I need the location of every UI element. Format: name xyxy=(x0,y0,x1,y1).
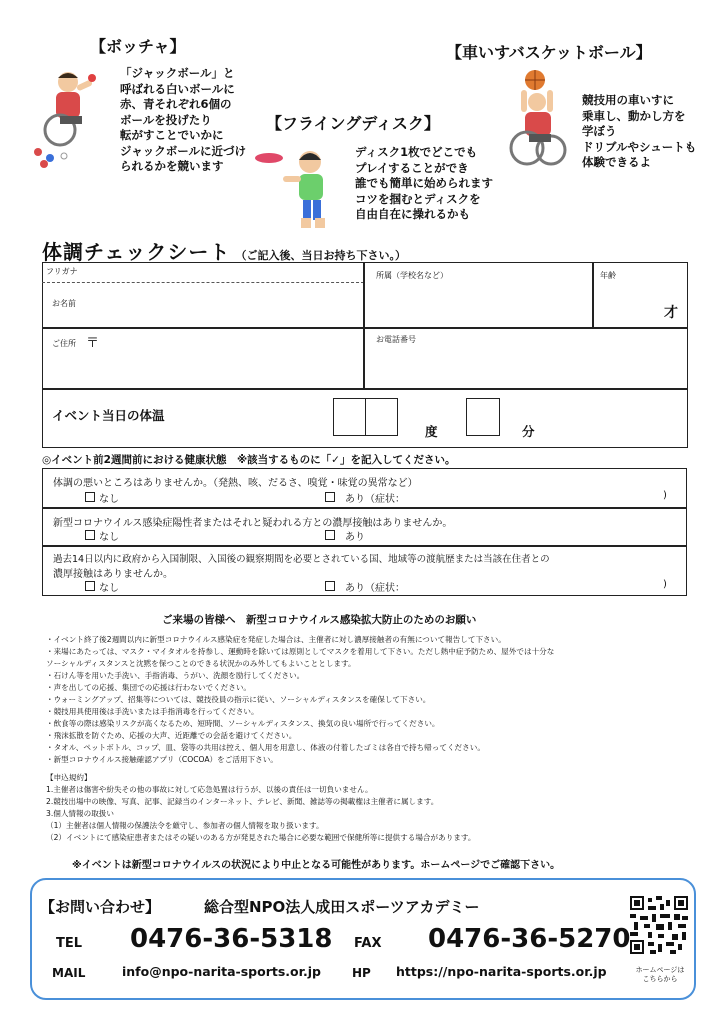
sheet-title: 体調チェックシート xyxy=(42,240,231,264)
option-none-label: なし xyxy=(99,583,119,594)
question-text: 新型コロナウイルス感染症陽性者またはそれと疑われる方との濃厚接触はありませんか。 xyxy=(53,518,453,529)
rules-item: （2）イベントにて感染症患者またはその疑いのある方が発見された場合に必要な範囲で保健所等に提供する場合があります。 xyxy=(46,833,476,842)
notice-item: ソーシャルディスタンスと沈黙を保つことのできる状況かのみ外してもよいこととします。 xyxy=(46,659,356,668)
checkbox-yes[interactable] xyxy=(325,492,335,502)
phone-field[interactable] xyxy=(366,348,684,384)
temperature-minute-unit: 分 xyxy=(522,424,535,439)
notice-title: ご来場の皆様へ 新型コロナウイルス感染拡大防止のためのお願い xyxy=(162,614,477,626)
flying-disc-player-illustration xyxy=(255,140,345,235)
temperature-degree-unit: 度 xyxy=(425,424,438,439)
qr-caption: ホームページは こちらから xyxy=(635,966,685,983)
website-url[interactable]: https://npo-narita-sports.or.jp xyxy=(396,964,607,979)
option-yes-label: あり（症状： xyxy=(345,494,405,505)
age-unit: 才 xyxy=(664,305,678,321)
question-text-continued: 濃厚接触はありませんか。 xyxy=(53,569,173,580)
rules-item: 2.競技出場中の映像、写真、記事、記録当のインターネット、テレビ、新聞、雑誌等の掲載権は主催者に属します。 xyxy=(46,797,439,806)
boccia-player-illustration xyxy=(30,68,100,168)
age-label: 年齢 xyxy=(600,271,616,280)
sheet-header xyxy=(42,236,406,265)
notice-item: ・来場にあたっては、マスク・マイタオルを持参し、運動時を除いては原則としてマスクを着用して下さい。ただし熱中症予防ため、屋外では十分な xyxy=(46,647,555,656)
row-divider xyxy=(42,327,688,329)
checkbox-yes[interactable] xyxy=(325,581,335,591)
notice-item: ・タオル、ペットボトル、コップ、皿、袋等の共用は控え、個人用を用意し、体液の付着したゴミは各自で持ち帰ってください。 xyxy=(46,743,485,752)
sheet-subtitle: （ご記入後、当日お持ち下さい。） xyxy=(235,249,406,262)
boccia-description: 「ジャックボール」と 呼ばれる白いボールに 赤、青それぞれ6個の ボールを投げたり 転がすことでいかに ジャックボールに近づけ られるかを競います xyxy=(120,66,247,173)
furigana-divider xyxy=(42,282,364,283)
checkbox-none[interactable] xyxy=(85,492,95,502)
flying-disc-description: ディスク1枚でどこでも プレイすることができ 誰でも簡単に始められます コツを掴むとディスクを 自由自在に操れるかも xyxy=(355,145,493,221)
wheelchair-basketball-title: 【車いすバスケットボール】 xyxy=(446,43,652,62)
name-label: お名前 xyxy=(52,299,76,308)
option-none-label: なし xyxy=(99,532,119,543)
col-divider xyxy=(363,262,365,388)
postal-mark: 〒 xyxy=(86,336,100,351)
option-yes-label: あり xyxy=(345,532,365,543)
rules-title: 【申込規約】 xyxy=(46,773,92,782)
tel-number[interactable]: 0476-36-5318 xyxy=(130,924,333,954)
health-intro: ◎イベント前2週間前における健康状態 ※該当するものに「✓」を記入してください。 xyxy=(42,454,456,466)
contact-panel xyxy=(30,878,696,1000)
question-text: 過去14日以内に政府から入国制限、入国後の観察期間を必要とされている国、地域等の渡航歴または当該在住者との xyxy=(53,554,550,565)
temperature-digit-2[interactable] xyxy=(365,398,398,436)
notice-item: ・イベント終了後2週間以内に新型コロナウイルス感染症を発症した場合は、主催者に対し濃厚接触者の有無について報告して下さい。 xyxy=(46,635,506,644)
col-divider xyxy=(592,262,594,327)
checkbox-none[interactable] xyxy=(85,581,95,591)
contact-heading: 【お問い合わせ】 xyxy=(40,898,161,916)
temperature-label: イベント当日の体温 xyxy=(52,408,165,423)
mail-label: MAIL xyxy=(52,966,86,980)
application-rules xyxy=(46,772,686,844)
notice-item: ・飲食等の際は感染リスクが高くなるため、短時間、ソーシャルディスタンス、換気の良い場所で行ってください。 xyxy=(46,719,440,728)
rules-item: （1）主催者は個人情報の保護法令を厳守し、参加者の個人情報を取り扱います。 xyxy=(46,821,324,830)
flying-disc-title: 【フライングディスク】 xyxy=(266,114,440,133)
question-text: 体調の悪いところはありませんか。（発熱、咳、だるさ、嗅覚・味覚の異常など） xyxy=(53,478,418,489)
furigana-label: フリガナ xyxy=(46,267,78,276)
option-none-label: なし xyxy=(99,494,119,505)
temperature-digit-1[interactable] xyxy=(333,398,366,436)
rules-item: 1.主催者は傷害や紛失その他の事故に対して応急処置は行うが、以後の責任は一切負いません。 xyxy=(46,785,373,794)
wheelchair-basketball-player-illustration xyxy=(505,68,575,168)
notice-item: ・競技用具使用後は手洗いまたは手指消毒を行ってください。 xyxy=(46,707,259,716)
checkbox-none[interactable] xyxy=(85,530,95,540)
email-address[interactable]: info@npo-narita-sports.or.jp xyxy=(122,964,321,979)
symptom-close-paren: ) xyxy=(663,579,667,590)
notice-list xyxy=(46,634,686,766)
fax-number: 0476-36-5270 xyxy=(428,924,631,954)
affiliation-label: 所属（学校名など） xyxy=(376,271,448,280)
option-yes-label: あり（症状： xyxy=(345,583,405,594)
row-divider xyxy=(42,388,688,390)
affiliation-field[interactable] xyxy=(366,284,590,324)
name-field[interactable] xyxy=(46,284,360,324)
health-question-1 xyxy=(42,468,687,508)
notice-item: ・新型コロナウイルス接触確認アプリ（COCOA）をご活用下さい。 xyxy=(46,755,278,764)
fax-label: FAX xyxy=(354,936,382,951)
notice-item: ・飛沫拡散を防ぐため、応援の大声、近距離での会話を避けてください。 xyxy=(46,731,297,740)
notice-item: ・声を出しての応援、集団での応援は行わないでください。 xyxy=(46,683,252,692)
phone-label: お電話番号 xyxy=(376,335,416,344)
notice-item: ・ウォーミングアップ、招集等については、競技役員の指示に従い、ソーシャルディスタンスを確保して下さい。 xyxy=(46,695,431,704)
wheelchair-basketball-description: 競技用の車いすに 乗車し、動かし方を 学ぼう ドリブルやシュートも 体験できるよ xyxy=(582,93,697,169)
notice-item: ・石けん等を用いた手洗い、手指消毒、うがい、洗顔を励行してください。 xyxy=(46,671,305,680)
health-question-3 xyxy=(42,546,687,596)
cancellation-note: ※イベントは新型コロナウイルスの状況により中止となる可能性があります。ホームページでご確認下さい。 xyxy=(72,860,561,871)
hp-label: HP xyxy=(352,966,371,980)
rules-item: 3.個人情報の取扱い xyxy=(46,809,114,818)
qr-code-icon[interactable] xyxy=(630,896,688,954)
health-question-2 xyxy=(42,508,687,546)
tel-label: TEL xyxy=(56,936,83,951)
address-field[interactable] xyxy=(100,332,360,384)
age-field[interactable] xyxy=(596,284,656,324)
organization-name: 総合型NPO法人成田スポーツアカデミー xyxy=(204,898,480,916)
address-label: ご住所 xyxy=(52,339,76,348)
boccia-title: 【ボッチャ】 xyxy=(90,37,186,56)
checkbox-yes[interactable] xyxy=(325,530,335,540)
temperature-decimal-digit[interactable] xyxy=(466,398,500,436)
symptom-close-paren: ) xyxy=(663,490,667,501)
